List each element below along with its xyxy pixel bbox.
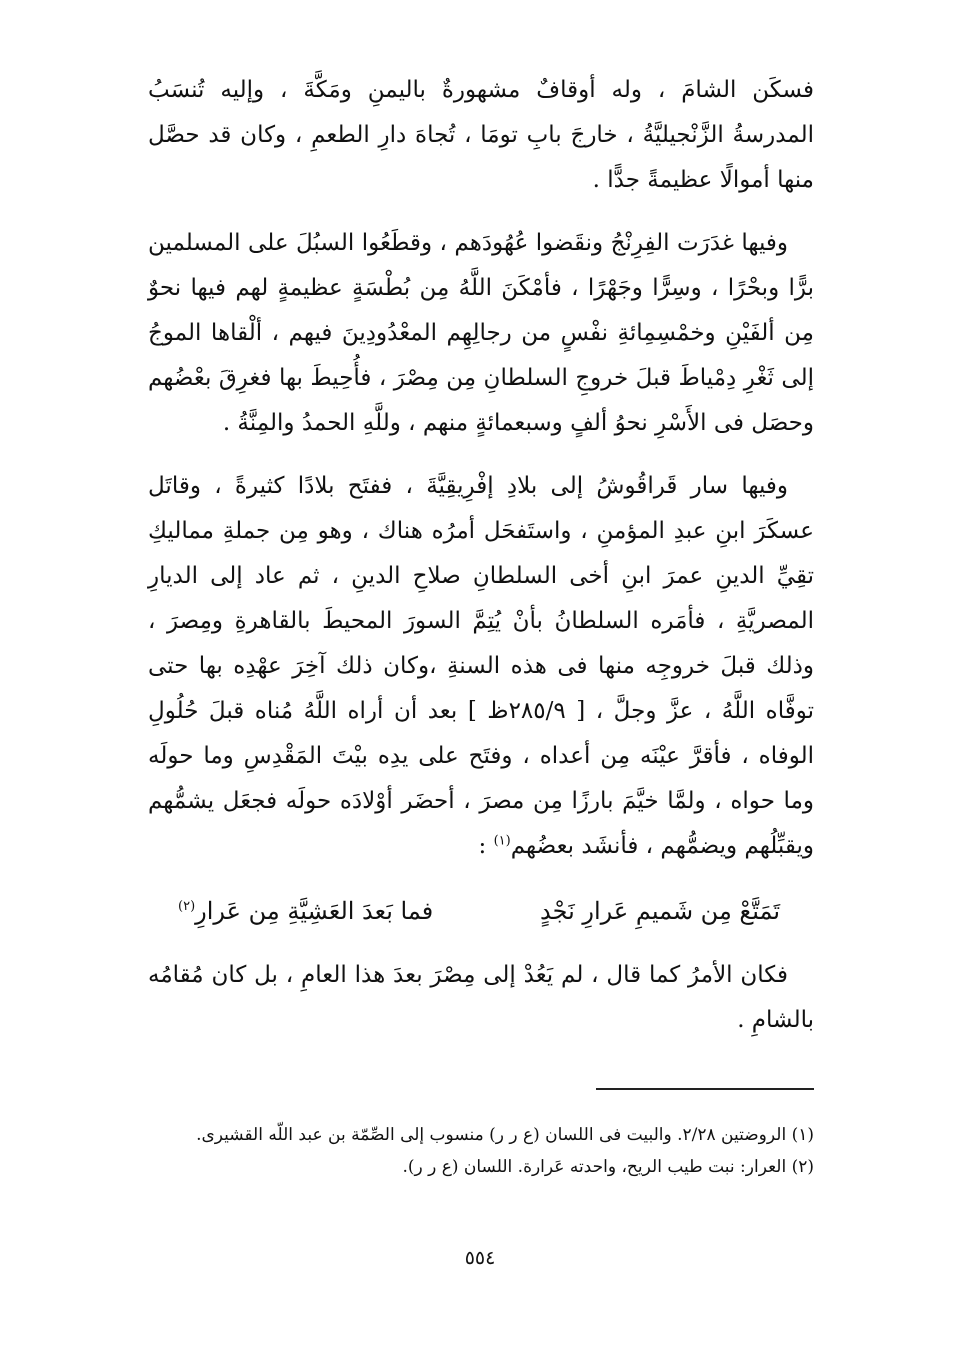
footnote-ref-2[interactable]: (٢) — [178, 899, 196, 914]
footnotes — [134, 1119, 814, 1183]
poetry-verse — [148, 885, 814, 937]
paragraph-2: وفيها غدَرَت الفِرِنْجُ ونقَضوا عُهُودَهم ، وقطَعُوا السبُلَ على المسلمين برًّا وبحْرًا ، وسِرًّا وجَهْرًا ، فأمْكَنَ اللَّهُ مِن بُطْسَةٍ عظيمةٍ لهم فيها نحوٌ مِن ألفَيْنِ وخمْسِمِائةِ نفْسٍ من رجالِهِم المعْدُودِينَ فيهم ، ألْقاها الموجُ إلى ثَغْرِ دِمْياطَ قبلَ خروجِ السلطانِ مِن مِصْرَ ، فأُحِيطَ بها فغرِقَ بعْضُهم وحصَل فى الأَسْرِ نحوُ ألفٍ وسبعمائةٍ منهم ، وللَّهِ الحمدُ والمِنَّةُ . — [148, 230, 814, 436]
page-number: ٥٥٤ — [464, 1247, 496, 1269]
verse-hemistich-first: تَمَتَّعْ مِن شَميمِ عَرارِ نَجْدٍ — [540, 897, 780, 925]
paragraph-4: فكان الأمرُ كما قال ، لم يَعُدْ إلى مِصْرَ بعدَ هذا العامِ ، بل كان مُقامُه بالشامِ . — [148, 962, 814, 1033]
main-text — [148, 68, 814, 1043]
paragraph-3 — [148, 464, 814, 869]
footnote-separator — [596, 1088, 814, 1090]
verse-hemistich-second — [178, 885, 433, 937]
paragraph-1: فسكَن الشامَ ، وله أوقافٌ مشهورةٌ باليمنِ ومَكَّةَ ، وإليه تُنسَبُ المدرسةُ الزَّنْجيليَّةُ ، خارجَ بابِ تومَا ، تُجاهَ دارِ الطعمِ ، وكان قد حصَّل منها أموالًا عظيمةً جدًّا . — [148, 77, 814, 193]
paragraph-3-colon: : — [478, 833, 494, 859]
footnote-1: (١) الروضتين ٢/٢٨. والبيت فى اللسان (ع ر ر) منسوب إلى الصِّمّة بن عبد اللّه القشيرى. — [196, 1125, 814, 1145]
paragraph-3-text: وفيها سار قَراقُوشُ إلى بلادِ إفْرِيقِيَّةَ ، ففتَح بلادًا كثيرةً ، وقاتَل عسكَرَ ابنِ عبدِ المؤمنِ ، واستَفحَل أمرُه هناك ، وهو مِن جملةِ مماليكِ تقِيِّ الدينِ عمرَ ابنِ أخى السلطانِ صلاحِ الدينِ ، ثم عاد إلى الديارِ المصريَّةِ ، فأمَره السلطانُ بأنْ يُتِمَّ السورَ المحيطَ بالقاهرةِ ومِصرَ ، وذلك قبلَ خروجِه منها فى هذه السنةِ ،وكان ذلك آخِرَ عهْدِه بها حتى توفَّاه اللَّهُ ، عزَّ وجلَّ ، [ ٢٨٥/٩ظ ] بعد أن أراه اللَّهُ مُناه قبلَ حُلُولِ الوفاه ، فأقرَّ عيْنَه مِن أعداه ، وفتَح على يدِه بيْتَ المَقْدِسِ وما حولَه وما حواه ، ولمَّا خيَّمَ بارزًا مِن مصرَ ، أحضَر أوْلادَه حولَه فجعَل يشمُّهم ويقبِّلُهم ويضمُّهم ، فأنشَد بعضُهم — [148, 473, 814, 859]
footnote-ref-1[interactable]: (١) — [493, 833, 511, 849]
footnote-2: (٢) العرار: نبت طيب الريح، واحدته عَرارة. اللسان (ع ر ر). — [402, 1157, 814, 1177]
verse-hemistich-second-text: فما بَعدَ العَشِيَّةِ مِن عَرارِ — [195, 897, 434, 925]
